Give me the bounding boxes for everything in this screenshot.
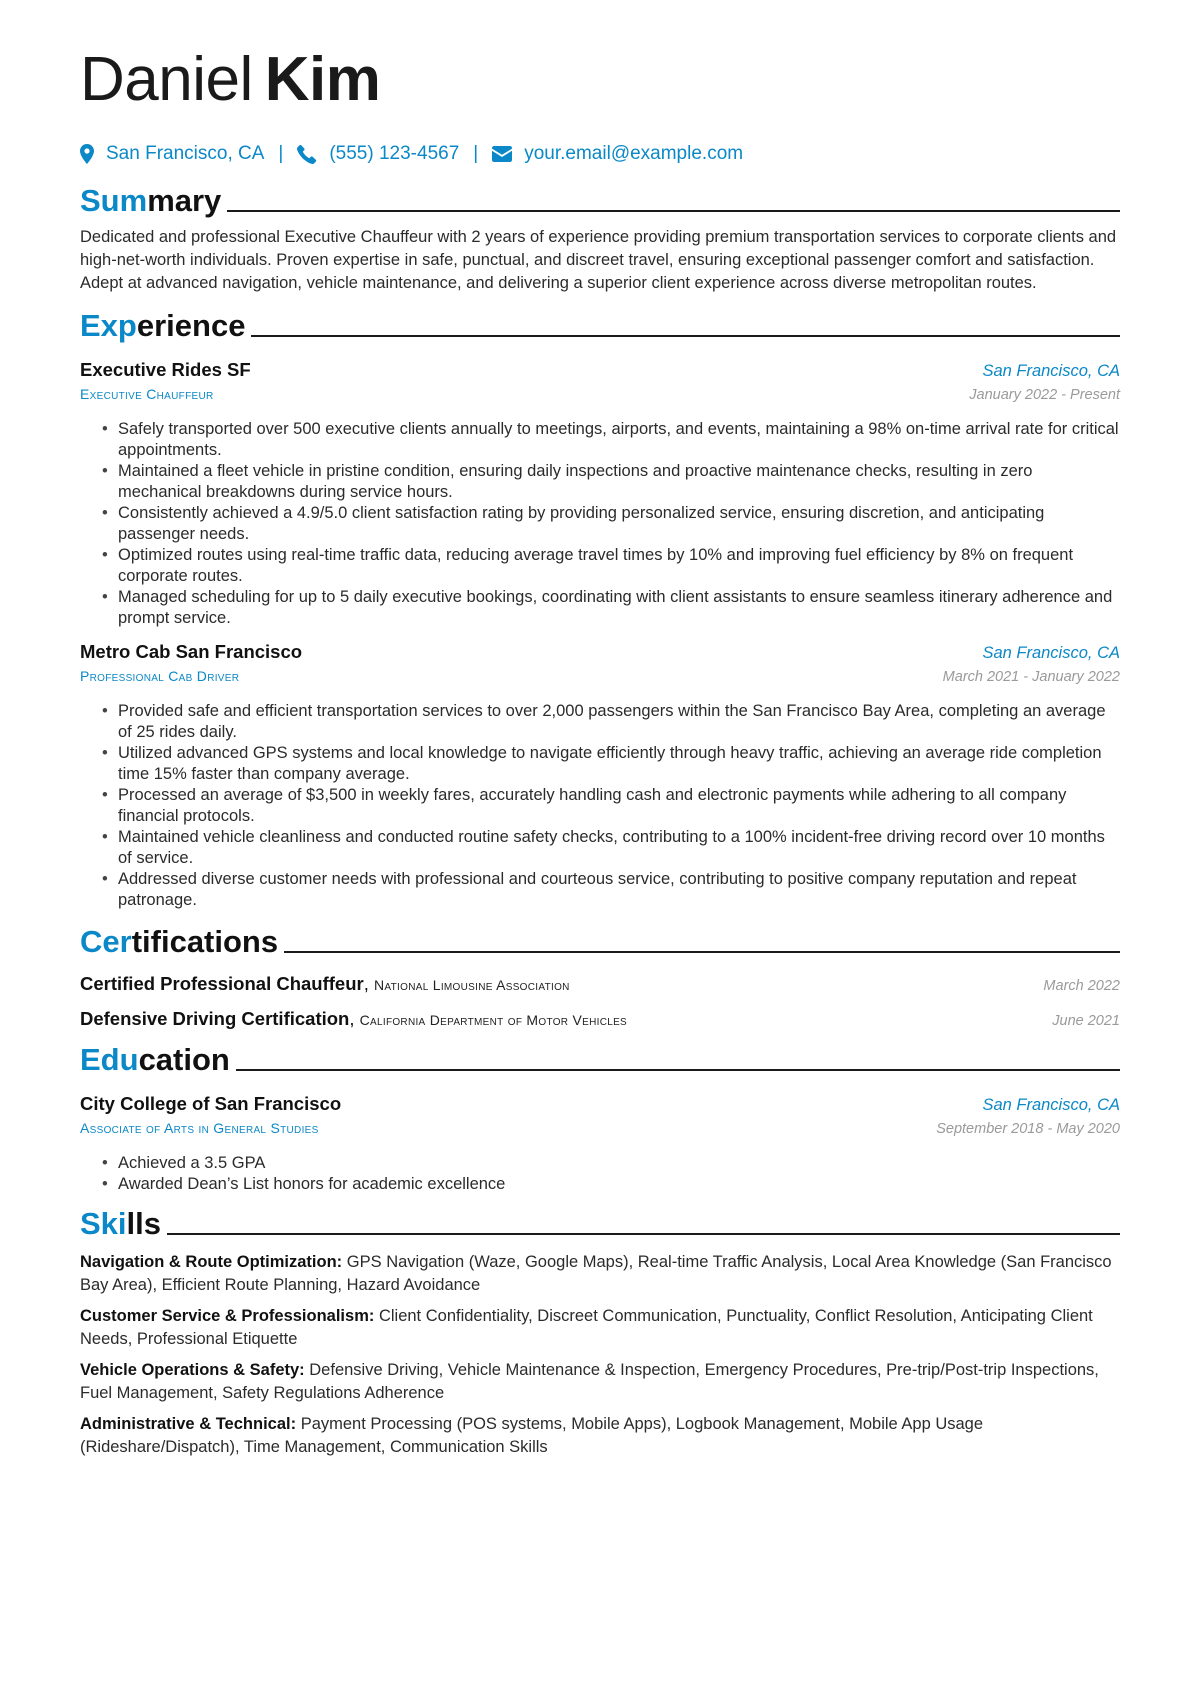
section-divider: [236, 1069, 1120, 1071]
list-item: • Safely transported over 500 executive clients annually to meetings, airports, and events, maintaining a 98% on-time arrival rate for critical appointments.: [102, 419, 1120, 461]
list-item: • Processed an average of $3,500 in weekly fares, accurately handling cash and electronic payments while adhering to all company financial protocols.: [102, 785, 1120, 827]
skill-group: [80, 1305, 1120, 1351]
summary-text: Dedicated and professional Executive Chauffeur with 2 years of experience providing premium transportation services to corporate clients and high-net-worth individuals. Proven expertise in safe, punctual, and discreet travel, ensuring exceptional passenger comfort and satisfaction. Adept at advanced navigation, vehicle maintenance, and delivering a superior client experience across diverse metropolitan routes.: [80, 228, 1117, 292]
contact-line: [80, 140, 1120, 168]
phone-text: (555) 123-4567: [329, 143, 460, 164]
envelope-icon: [492, 146, 512, 162]
section-title-education: Education: [80, 1042, 230, 1077]
contact-separator: |: [278, 143, 284, 164]
certification-issuer: National Limousine Association: [374, 977, 570, 993]
section-title-certifications: Certifications: [80, 924, 279, 959]
skill-category: Vehicle Operations & Safety:: [80, 1361, 305, 1379]
certification-date: June 2021: [1052, 1013, 1120, 1029]
company-name: Executive Rides SF: [80, 359, 251, 380]
summary-section-header: [80, 182, 1120, 220]
job-entry: [80, 357, 1120, 629]
job-dates: March 2021 - January 2022: [942, 669, 1120, 685]
education-dates: September 2018 - May 2020: [936, 1121, 1120, 1137]
job-bullets: [80, 419, 1120, 629]
list-item: • Maintained a fleet vehicle in pristine condition, ensuring daily inspections and proactive maintenance checks, resulting in zero mechanical breakdowns during service hours.: [102, 461, 1120, 503]
list-item: • Utilized advanced GPS systems and local knowledge to navigate efficiently through heavy traffic, achieving an average ride completion time 15% faster than company average.: [102, 743, 1120, 785]
skills-section-header: [80, 1205, 1120, 1243]
skill-group: [80, 1359, 1120, 1405]
skill-group: [80, 1251, 1120, 1297]
skill-group: [80, 1413, 1120, 1459]
list-item: • Optimized routes using real-time traffic data, reducing average travel times by 10% and improving fuel efficiency by 8% on frequent corporate routes.: [102, 545, 1120, 587]
location-text: San Francisco, CA: [106, 143, 265, 164]
skill-items: Payment Processing (POS systems, Mobile Apps), Logbook Management, Mobile App Usage (Rideshare/Dispatch), Time Management, Communication Skills: [80, 1415, 984, 1456]
job-location: San Francisco, CA: [982, 644, 1120, 662]
email-link[interactable]: [492, 143, 743, 165]
section-title-summary: Summary: [80, 183, 222, 218]
section-title-skills: Skills: [80, 1206, 161, 1241]
skill-category: Administrative & Technical:: [80, 1415, 297, 1433]
email-text: your.email@example.com: [524, 143, 744, 164]
job-bullets: [80, 701, 1120, 911]
job-title: Professional Cab Driver: [80, 668, 240, 684]
last-name: Kim: [264, 45, 381, 114]
skill-category: Customer Service & Professionalism:: [80, 1307, 375, 1325]
school-location: San Francisco, CA: [982, 1096, 1120, 1114]
skill-items: Client Confidentiality, Discreet Communication, Punctuality, Conflict Resolution, Anticipating Client Needs, Professional Etiquette: [80, 1307, 1093, 1348]
location-contact: [80, 143, 264, 165]
skill-category: Navigation & Route Optimization:: [80, 1253, 343, 1271]
certification-issuer: California Department of Motor Vehicles: [359, 1012, 628, 1028]
section-divider: [167, 1233, 1120, 1235]
list-item: • Awarded Dean’s List honors for academic excellence: [102, 1174, 1120, 1195]
certification-item: Defensive Driving Certification, California Department of Motor Vehicles June 2021: [80, 1008, 1120, 1029]
certifications-section-header: [80, 923, 1120, 961]
phone-contact[interactable]: [297, 143, 459, 165]
certification-date: March 2022: [1043, 978, 1120, 994]
skill-items: Defensive Driving, Vehicle Maintenance & Inspection, Emergency Procedures, Pre-trip/Post-trip Inspections, Fuel Management, Safety Regulations Adherence: [80, 1361, 1099, 1402]
school-name: City College of San Francisco: [80, 1093, 342, 1114]
education-entry: [80, 1091, 1120, 1195]
experience-section-header: [80, 307, 1120, 345]
contact-separator: |: [473, 143, 479, 164]
skill-items: GPS Navigation (Waze, Google Maps), Real-time Traffic Analysis, Local Area Knowledge (San Francisco Bay Area), Efficient Route Planning, Hazard Avoidance: [80, 1253, 1112, 1294]
certification-item: Certified Professional Chauffeur, National Limousine Association March 2022: [80, 973, 1120, 994]
candidate-name: [80, 36, 1120, 124]
company-name: Metro Cab San Francisco: [80, 641, 303, 662]
degree: Associate of Arts in General Studies: [80, 1120, 319, 1136]
education-bullets: [80, 1153, 1120, 1195]
location-pin-icon: [80, 144, 94, 164]
list-item: • Maintained vehicle cleanliness and conducted routine safety checks, contributing to a 100% incident-free driving record over 10 months of service.: [102, 827, 1120, 869]
first-name: Daniel: [80, 45, 253, 114]
phone-icon: [297, 144, 317, 164]
job-title: Executive Chauffeur: [80, 386, 214, 402]
list-item: • Consistently achieved a 4.9/5.0 client satisfaction rating by providing personalized service, ensuring discretion, and anticipating passenger needs.: [102, 503, 1120, 545]
education-section-header: [80, 1041, 1120, 1079]
section-divider: [251, 335, 1120, 337]
list-item: • Managed scheduling for up to 5 daily executive bookings, coordinating with client assistants to ensure seamless itinerary adherence and prompt service.: [102, 587, 1120, 629]
section-divider: [284, 951, 1120, 953]
list-item: • Achieved a 3.5 GPA: [102, 1153, 1120, 1174]
certification-name: Defensive Driving Certification: [80, 1008, 350, 1029]
certification-name: Certified Professional Chauffeur: [80, 973, 364, 994]
job-location: San Francisco, CA: [982, 362, 1120, 380]
list-item: • Addressed diverse customer needs with professional and courteous service, contributing to positive company reputation and repeat patronage.: [102, 869, 1120, 911]
section-title-experience: Experience: [80, 308, 246, 343]
job-dates: January 2022 - Present: [969, 387, 1120, 403]
job-entry: [80, 639, 1120, 911]
list-item: • Provided safe and efficient transportation services to over 2,000 passengers within the San Francisco Bay Area, completing an average of 25 rides daily.: [102, 701, 1120, 743]
section-divider: [227, 210, 1120, 212]
